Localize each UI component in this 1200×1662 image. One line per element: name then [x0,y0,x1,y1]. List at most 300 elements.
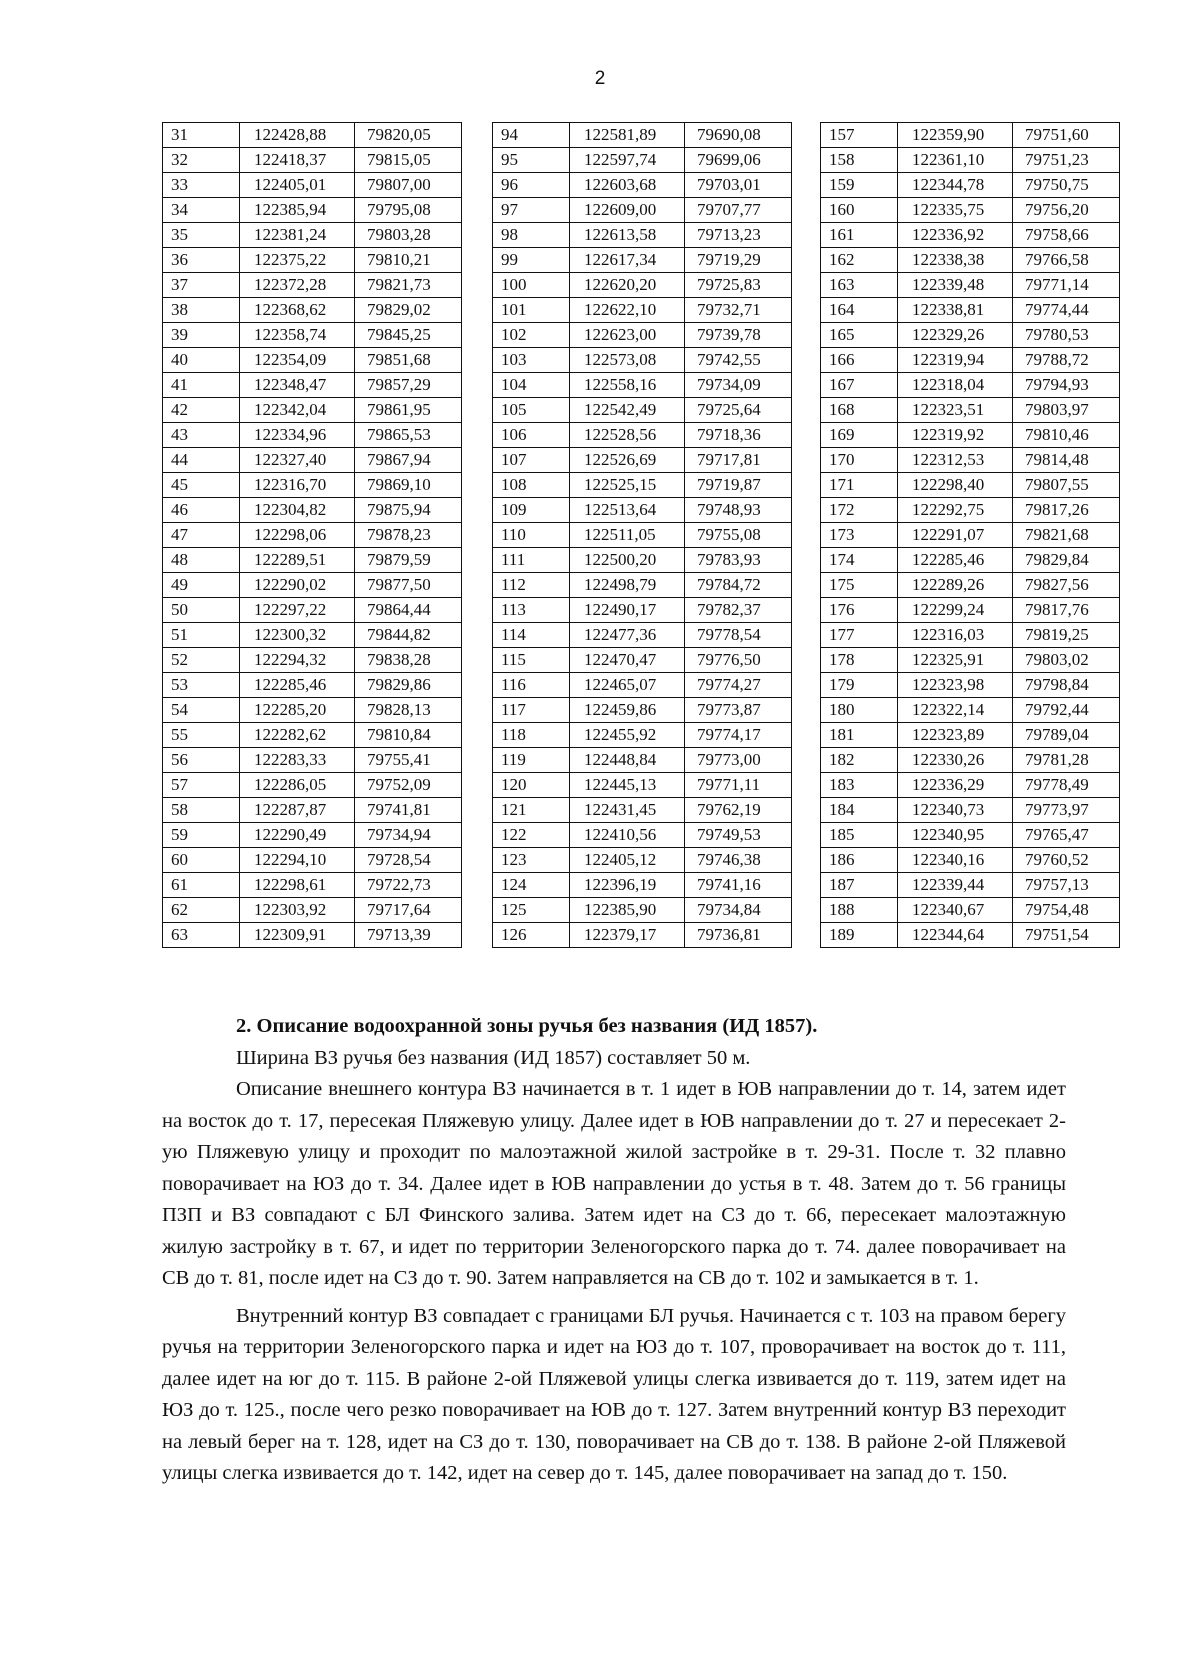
x-coordinate-cell: 122316,70 [240,473,355,498]
point-number-cell: 179 [821,673,898,698]
x-coordinate-cell: 122298,61 [240,873,355,898]
point-number-cell: 103 [493,348,570,373]
y-coordinate-cell: 79867,94 [355,448,462,473]
y-coordinate-cell: 79773,97 [1013,798,1120,823]
table-row [821,523,1120,548]
x-coordinate-cell: 122316,03 [898,623,1013,648]
point-number-cell: 35 [163,223,240,248]
x-coordinate-cell: 122622,10 [570,298,685,323]
point-number-cell: 105 [493,398,570,423]
table-row [493,273,792,298]
x-coordinate-cell: 122528,56 [570,423,685,448]
point-number-cell: 58 [163,798,240,823]
y-coordinate-cell: 79725,64 [685,398,792,423]
x-coordinate-cell: 122339,44 [898,873,1013,898]
y-coordinate-cell: 79817,76 [1013,598,1120,623]
x-coordinate-cell: 122283,33 [240,748,355,773]
point-number-cell: 126 [493,923,570,948]
point-number-cell: 186 [821,848,898,873]
y-coordinate-cell: 79776,50 [685,648,792,673]
table-row [163,248,462,273]
x-coordinate-cell: 122342,04 [240,398,355,423]
y-coordinate-cell: 79829,84 [1013,548,1120,573]
table-row [163,273,462,298]
y-coordinate-cell: 79844,82 [355,623,462,648]
y-coordinate-cell: 79734,09 [685,373,792,398]
table-row [163,473,462,498]
point-number-cell: 175 [821,573,898,598]
y-coordinate-cell: 79728,54 [355,848,462,873]
table-row [821,598,1120,623]
y-coordinate-cell: 79788,72 [1013,348,1120,373]
x-coordinate-cell: 122372,28 [240,273,355,298]
point-number-cell: 31 [163,123,240,148]
table-row [493,348,792,373]
table-row [821,123,1120,148]
table-row [163,523,462,548]
point-number-cell: 51 [163,623,240,648]
table-row [493,323,792,348]
section-2 [162,1011,1066,1490]
table-row [493,498,792,523]
x-coordinate-cell: 122613,58 [570,223,685,248]
table-row [493,923,792,948]
point-number-cell: 40 [163,348,240,373]
point-number-cell: 117 [493,698,570,723]
table-row [163,823,462,848]
x-coordinate-cell: 122526,69 [570,448,685,473]
table-row [493,223,792,248]
point-number-cell: 185 [821,823,898,848]
table-row [163,623,462,648]
x-coordinate-cell: 122291,07 [898,523,1013,548]
x-coordinate-cell: 122287,87 [240,798,355,823]
y-coordinate-cell: 79803,97 [1013,398,1120,423]
point-number-cell: 159 [821,173,898,198]
table-row [163,123,462,148]
x-coordinate-cell: 122323,89 [898,723,1013,748]
point-number-cell: 170 [821,448,898,473]
coordinates-table-2 [492,122,792,948]
table-row [163,923,462,948]
point-number-cell: 171 [821,473,898,498]
x-coordinate-cell: 122289,51 [240,548,355,573]
point-number-cell: 61 [163,873,240,898]
point-number-cell: 187 [821,873,898,898]
x-coordinate-cell: 122298,40 [898,473,1013,498]
y-coordinate-cell: 79821,68 [1013,523,1120,548]
x-coordinate-cell: 122368,62 [240,298,355,323]
x-coordinate-cell: 122609,00 [570,198,685,223]
x-coordinate-cell: 122339,48 [898,273,1013,298]
point-number-cell: 173 [821,523,898,548]
y-coordinate-cell: 79810,21 [355,248,462,273]
table-row [163,848,462,873]
x-coordinate-cell: 122323,51 [898,398,1013,423]
point-number-cell: 109 [493,498,570,523]
x-coordinate-cell: 122597,74 [570,148,685,173]
table-row [821,723,1120,748]
table-row [821,648,1120,673]
x-coordinate-cell: 122617,34 [570,248,685,273]
table-row [493,248,792,273]
x-coordinate-cell: 122323,98 [898,673,1013,698]
y-coordinate-cell: 79755,41 [355,748,462,773]
x-coordinate-cell: 122338,38 [898,248,1013,273]
table-row [821,773,1120,798]
x-coordinate-cell: 122455,92 [570,723,685,748]
table-row [821,923,1120,948]
table-row [163,448,462,473]
point-number-cell: 116 [493,673,570,698]
point-number-cell: 158 [821,148,898,173]
table-row [493,573,792,598]
x-coordinate-cell: 122348,47 [240,373,355,398]
y-coordinate-cell: 79778,54 [685,623,792,648]
table-row [163,198,462,223]
x-coordinate-cell: 122418,37 [240,148,355,173]
y-coordinate-cell: 79795,08 [355,198,462,223]
y-coordinate-cell: 79877,50 [355,573,462,598]
x-coordinate-cell: 122375,22 [240,248,355,273]
table-row [163,748,462,773]
x-coordinate-cell: 122336,92 [898,223,1013,248]
point-number-cell: 42 [163,398,240,423]
table-row [821,673,1120,698]
point-number-cell: 176 [821,598,898,623]
x-coordinate-cell: 122336,29 [898,773,1013,798]
y-coordinate-cell: 79771,11 [685,773,792,798]
y-coordinate-cell: 79762,19 [685,798,792,823]
point-number-cell: 43 [163,423,240,448]
point-number-cell: 118 [493,723,570,748]
point-number-cell: 125 [493,898,570,923]
table-row [493,773,792,798]
x-coordinate-cell: 122477,36 [570,623,685,648]
table-row [493,473,792,498]
y-coordinate-cell: 79758,66 [1013,223,1120,248]
x-coordinate-cell: 122338,81 [898,298,1013,323]
y-coordinate-cell: 79751,60 [1013,123,1120,148]
y-coordinate-cell: 79781,28 [1013,748,1120,773]
y-coordinate-cell: 79725,83 [685,273,792,298]
point-number-cell: 99 [493,248,570,273]
table-row [163,548,462,573]
table-row [493,373,792,398]
point-number-cell: 113 [493,598,570,623]
coordinates-table-3 [820,122,1120,948]
x-coordinate-cell: 122500,20 [570,548,685,573]
y-coordinate-cell: 79827,56 [1013,573,1120,598]
x-coordinate-cell: 122344,78 [898,173,1013,198]
table-row [493,748,792,773]
point-number-cell: 167 [821,373,898,398]
point-number-cell: 160 [821,198,898,223]
x-coordinate-cell: 122319,92 [898,423,1013,448]
point-number-cell: 45 [163,473,240,498]
table-row [163,348,462,373]
x-coordinate-cell: 122340,67 [898,898,1013,923]
y-coordinate-cell: 79766,58 [1013,248,1120,273]
point-number-cell: 189 [821,923,898,948]
x-coordinate-cell: 122603,68 [570,173,685,198]
x-coordinate-cell: 122329,26 [898,323,1013,348]
y-coordinate-cell: 79782,37 [685,598,792,623]
y-coordinate-cell: 79774,44 [1013,298,1120,323]
point-number-cell: 124 [493,873,570,898]
table-row [163,673,462,698]
y-coordinate-cell: 79742,55 [685,348,792,373]
point-number-cell: 121 [493,798,570,823]
table-row [821,348,1120,373]
point-number-cell: 34 [163,198,240,223]
table-row [821,423,1120,448]
table-row [821,573,1120,598]
y-coordinate-cell: 79828,13 [355,698,462,723]
point-number-cell: 50 [163,598,240,623]
table-row [493,873,792,898]
point-number-cell: 115 [493,648,570,673]
table-row [821,548,1120,573]
point-number-cell: 96 [493,173,570,198]
x-coordinate-cell: 122385,90 [570,898,685,923]
table-row [821,698,1120,723]
page-number: 2 [594,68,606,89]
x-coordinate-cell: 122581,89 [570,123,685,148]
point-number-cell: 163 [821,273,898,298]
x-coordinate-cell: 122465,07 [570,673,685,698]
x-coordinate-cell: 122379,17 [570,923,685,948]
point-number-cell: 102 [493,323,570,348]
table-row [493,298,792,323]
point-number-cell: 178 [821,648,898,673]
x-coordinate-cell: 122448,84 [570,748,685,773]
outer-contour-paragraph: Описание внешнего контура ВЗ начинается в т. 1 идет в ЮВ направлении до т. 14, затем идет на восток до т. 17, пересекая Пляжевую улицу. Далее идет в ЮВ направлении до т. 27 и пересекает 2-ую Пляжевую улицу и проходит по малоэтажной жилой застройке в т. 29-31. После т. 32 плавно поворачивает на ЮЗ до т. 34. Далее идет в ЮВ направлении до устья в т. 48. Затем до т. 56 границы ПЗП и ВЗ совпадают с БЛ Финского залива. Затем идет на СЗ до т. 66, пересекает малоэтажную жилую застройку в т. 67, и идет по территории Зеленогорского парка до т. 74. далее поворачивает на СВ до т. 81, после идет на СЗ до т. 90. Затем направляется на СВ до т. 102 и замыкается в т. 1. [162,1078,1066,1289]
y-coordinate-cell: 79783,93 [685,548,792,573]
y-coordinate-cell: 79814,48 [1013,448,1120,473]
table-row [821,448,1120,473]
table-row [493,698,792,723]
y-coordinate-cell: 79741,81 [355,798,462,823]
y-coordinate-cell: 79807,55 [1013,473,1120,498]
y-coordinate-cell: 79807,00 [355,173,462,198]
point-number-cell: 48 [163,548,240,573]
x-coordinate-cell: 122285,46 [240,673,355,698]
y-coordinate-cell: 79771,14 [1013,273,1120,298]
x-coordinate-cell: 122282,62 [240,723,355,748]
x-coordinate-cell: 122513,64 [570,498,685,523]
point-number-cell: 120 [493,773,570,798]
y-coordinate-cell: 79732,71 [685,298,792,323]
table-row [493,398,792,423]
point-number-cell: 49 [163,573,240,598]
point-number-cell: 104 [493,373,570,398]
point-number-cell: 101 [493,298,570,323]
inner-contour-paragraph: Внутренний контур ВЗ совпадает с границами БЛ ручья. Начинается с т. 103 на правом берегу ручья на территории Зеленогорского парка и идет на ЮЗ до т. 107, проворачивает на восток до т. 111, далее идет на юг до т. 115. В районе 2-ой Пляжевой улицы слегка извивается до т. 119, затем идет на ЮЗ до т. 125., после чего резко поворачивает на ЮВ до т. 127. Затем внутренний контур ВЗ переходит на левый берег на т. 128, идет на СЗ до т. 130, поворачивает на СВ до т. 138. В районе 2-ой Пляжевой улицы слегка извивается до т. 142, идет на север до т. 145, далее поворачивает на запад до т. 150. [162,1304,1066,1484]
y-coordinate-cell: 79703,01 [685,173,792,198]
x-coordinate-cell: 122298,06 [240,523,355,548]
point-number-cell: 182 [821,748,898,773]
table-row [163,773,462,798]
x-coordinate-cell: 122289,26 [898,573,1013,598]
x-coordinate-cell: 122322,14 [898,698,1013,723]
table-row [821,398,1120,423]
y-coordinate-cell: 79845,25 [355,323,462,348]
table-row [163,423,462,448]
y-coordinate-cell: 79756,20 [1013,198,1120,223]
y-coordinate-cell: 79741,16 [685,873,792,898]
point-number-cell: 119 [493,748,570,773]
table-row [493,523,792,548]
table-row [163,373,462,398]
y-coordinate-cell: 79690,08 [685,123,792,148]
x-coordinate-cell: 122340,95 [898,823,1013,848]
point-number-cell: 53 [163,673,240,698]
x-coordinate-cell: 122445,13 [570,773,685,798]
point-number-cell: 174 [821,548,898,573]
y-coordinate-cell: 79784,72 [685,573,792,598]
table-row [821,373,1120,398]
table-row [163,223,462,248]
table-row [493,673,792,698]
table-row [821,198,1120,223]
table-row [821,873,1120,898]
point-number-cell: 94 [493,123,570,148]
y-coordinate-cell: 79789,04 [1013,723,1120,748]
table-row [821,898,1120,923]
y-coordinate-cell: 79774,17 [685,723,792,748]
x-coordinate-cell: 122292,75 [898,498,1013,523]
point-number-cell: 166 [821,348,898,373]
point-number-cell: 46 [163,498,240,523]
point-number-cell: 114 [493,623,570,648]
x-coordinate-cell: 122344,64 [898,923,1013,948]
x-coordinate-cell: 122285,46 [898,548,1013,573]
y-coordinate-cell: 79773,87 [685,698,792,723]
y-coordinate-cell: 79717,64 [355,898,462,923]
y-coordinate-cell: 79864,44 [355,598,462,623]
y-coordinate-cell: 79865,53 [355,423,462,448]
table-row [493,548,792,573]
y-coordinate-cell: 79722,73 [355,873,462,898]
x-coordinate-cell: 122318,04 [898,373,1013,398]
table-row [493,823,792,848]
table-row [821,798,1120,823]
table-row [163,573,462,598]
table-row [493,148,792,173]
x-coordinate-cell: 122431,45 [570,798,685,823]
point-number-cell: 55 [163,723,240,748]
point-number-cell: 59 [163,823,240,848]
point-number-cell: 54 [163,698,240,723]
table-row [163,598,462,623]
y-coordinate-cell: 79838,28 [355,648,462,673]
table-row [493,798,792,823]
x-coordinate-cell: 122354,09 [240,348,355,373]
table-row [163,398,462,423]
x-coordinate-cell: 122385,94 [240,198,355,223]
y-coordinate-cell: 79861,95 [355,398,462,423]
y-coordinate-cell: 79734,84 [685,898,792,923]
table-row [163,498,462,523]
table-row [821,223,1120,248]
point-number-cell: 106 [493,423,570,448]
point-number-cell: 36 [163,248,240,273]
y-coordinate-cell: 79749,53 [685,823,792,848]
point-number-cell: 123 [493,848,570,873]
x-coordinate-cell: 122410,56 [570,823,685,848]
x-coordinate-cell: 122300,32 [240,623,355,648]
y-coordinate-cell: 79713,39 [355,923,462,948]
point-number-cell: 56 [163,748,240,773]
y-coordinate-cell: 79748,93 [685,498,792,523]
table-row [493,448,792,473]
y-coordinate-cell: 79815,05 [355,148,462,173]
point-number-cell: 188 [821,898,898,923]
point-number-cell: 108 [493,473,570,498]
table-row [493,598,792,623]
point-number-cell: 98 [493,223,570,248]
y-coordinate-cell: 79751,54 [1013,923,1120,948]
y-coordinate-cell: 79739,78 [685,323,792,348]
y-coordinate-cell: 79750,75 [1013,173,1120,198]
point-number-cell: 37 [163,273,240,298]
point-number-cell: 33 [163,173,240,198]
x-coordinate-cell: 122290,02 [240,573,355,598]
table-row [493,623,792,648]
point-number-cell: 112 [493,573,570,598]
y-coordinate-cell: 79794,93 [1013,373,1120,398]
x-coordinate-cell: 122542,49 [570,398,685,423]
table-row [821,173,1120,198]
table-row [163,173,462,198]
point-number-cell: 165 [821,323,898,348]
y-coordinate-cell: 79757,13 [1013,873,1120,898]
table-row [493,723,792,748]
point-number-cell: 161 [821,223,898,248]
x-coordinate-cell: 122470,47 [570,648,685,673]
point-number-cell: 110 [493,523,570,548]
x-coordinate-cell: 122428,88 [240,123,355,148]
table-row [821,748,1120,773]
y-coordinate-cell: 79879,59 [355,548,462,573]
x-coordinate-cell: 122335,75 [898,198,1013,223]
table-row [163,723,462,748]
y-coordinate-cell: 79713,23 [685,223,792,248]
table-row [163,698,462,723]
y-coordinate-cell: 79792,44 [1013,698,1120,723]
point-number-cell: 169 [821,423,898,448]
point-number-cell: 172 [821,498,898,523]
point-number-cell: 63 [163,923,240,948]
y-coordinate-cell: 79780,53 [1013,323,1120,348]
coordinates-table-1 [162,122,462,948]
x-coordinate-cell: 122498,79 [570,573,685,598]
x-coordinate-cell: 122490,17 [570,598,685,623]
y-coordinate-cell: 79718,36 [685,423,792,448]
y-coordinate-cell: 79765,47 [1013,823,1120,848]
table-row [493,848,792,873]
point-number-cell: 164 [821,298,898,323]
table-row [821,248,1120,273]
table-row [493,173,792,198]
x-coordinate-cell: 122325,91 [898,648,1013,673]
table-row [821,473,1120,498]
point-number-cell: 60 [163,848,240,873]
y-coordinate-cell: 79798,84 [1013,673,1120,698]
x-coordinate-cell: 122381,24 [240,223,355,248]
x-coordinate-cell: 122511,05 [570,523,685,548]
